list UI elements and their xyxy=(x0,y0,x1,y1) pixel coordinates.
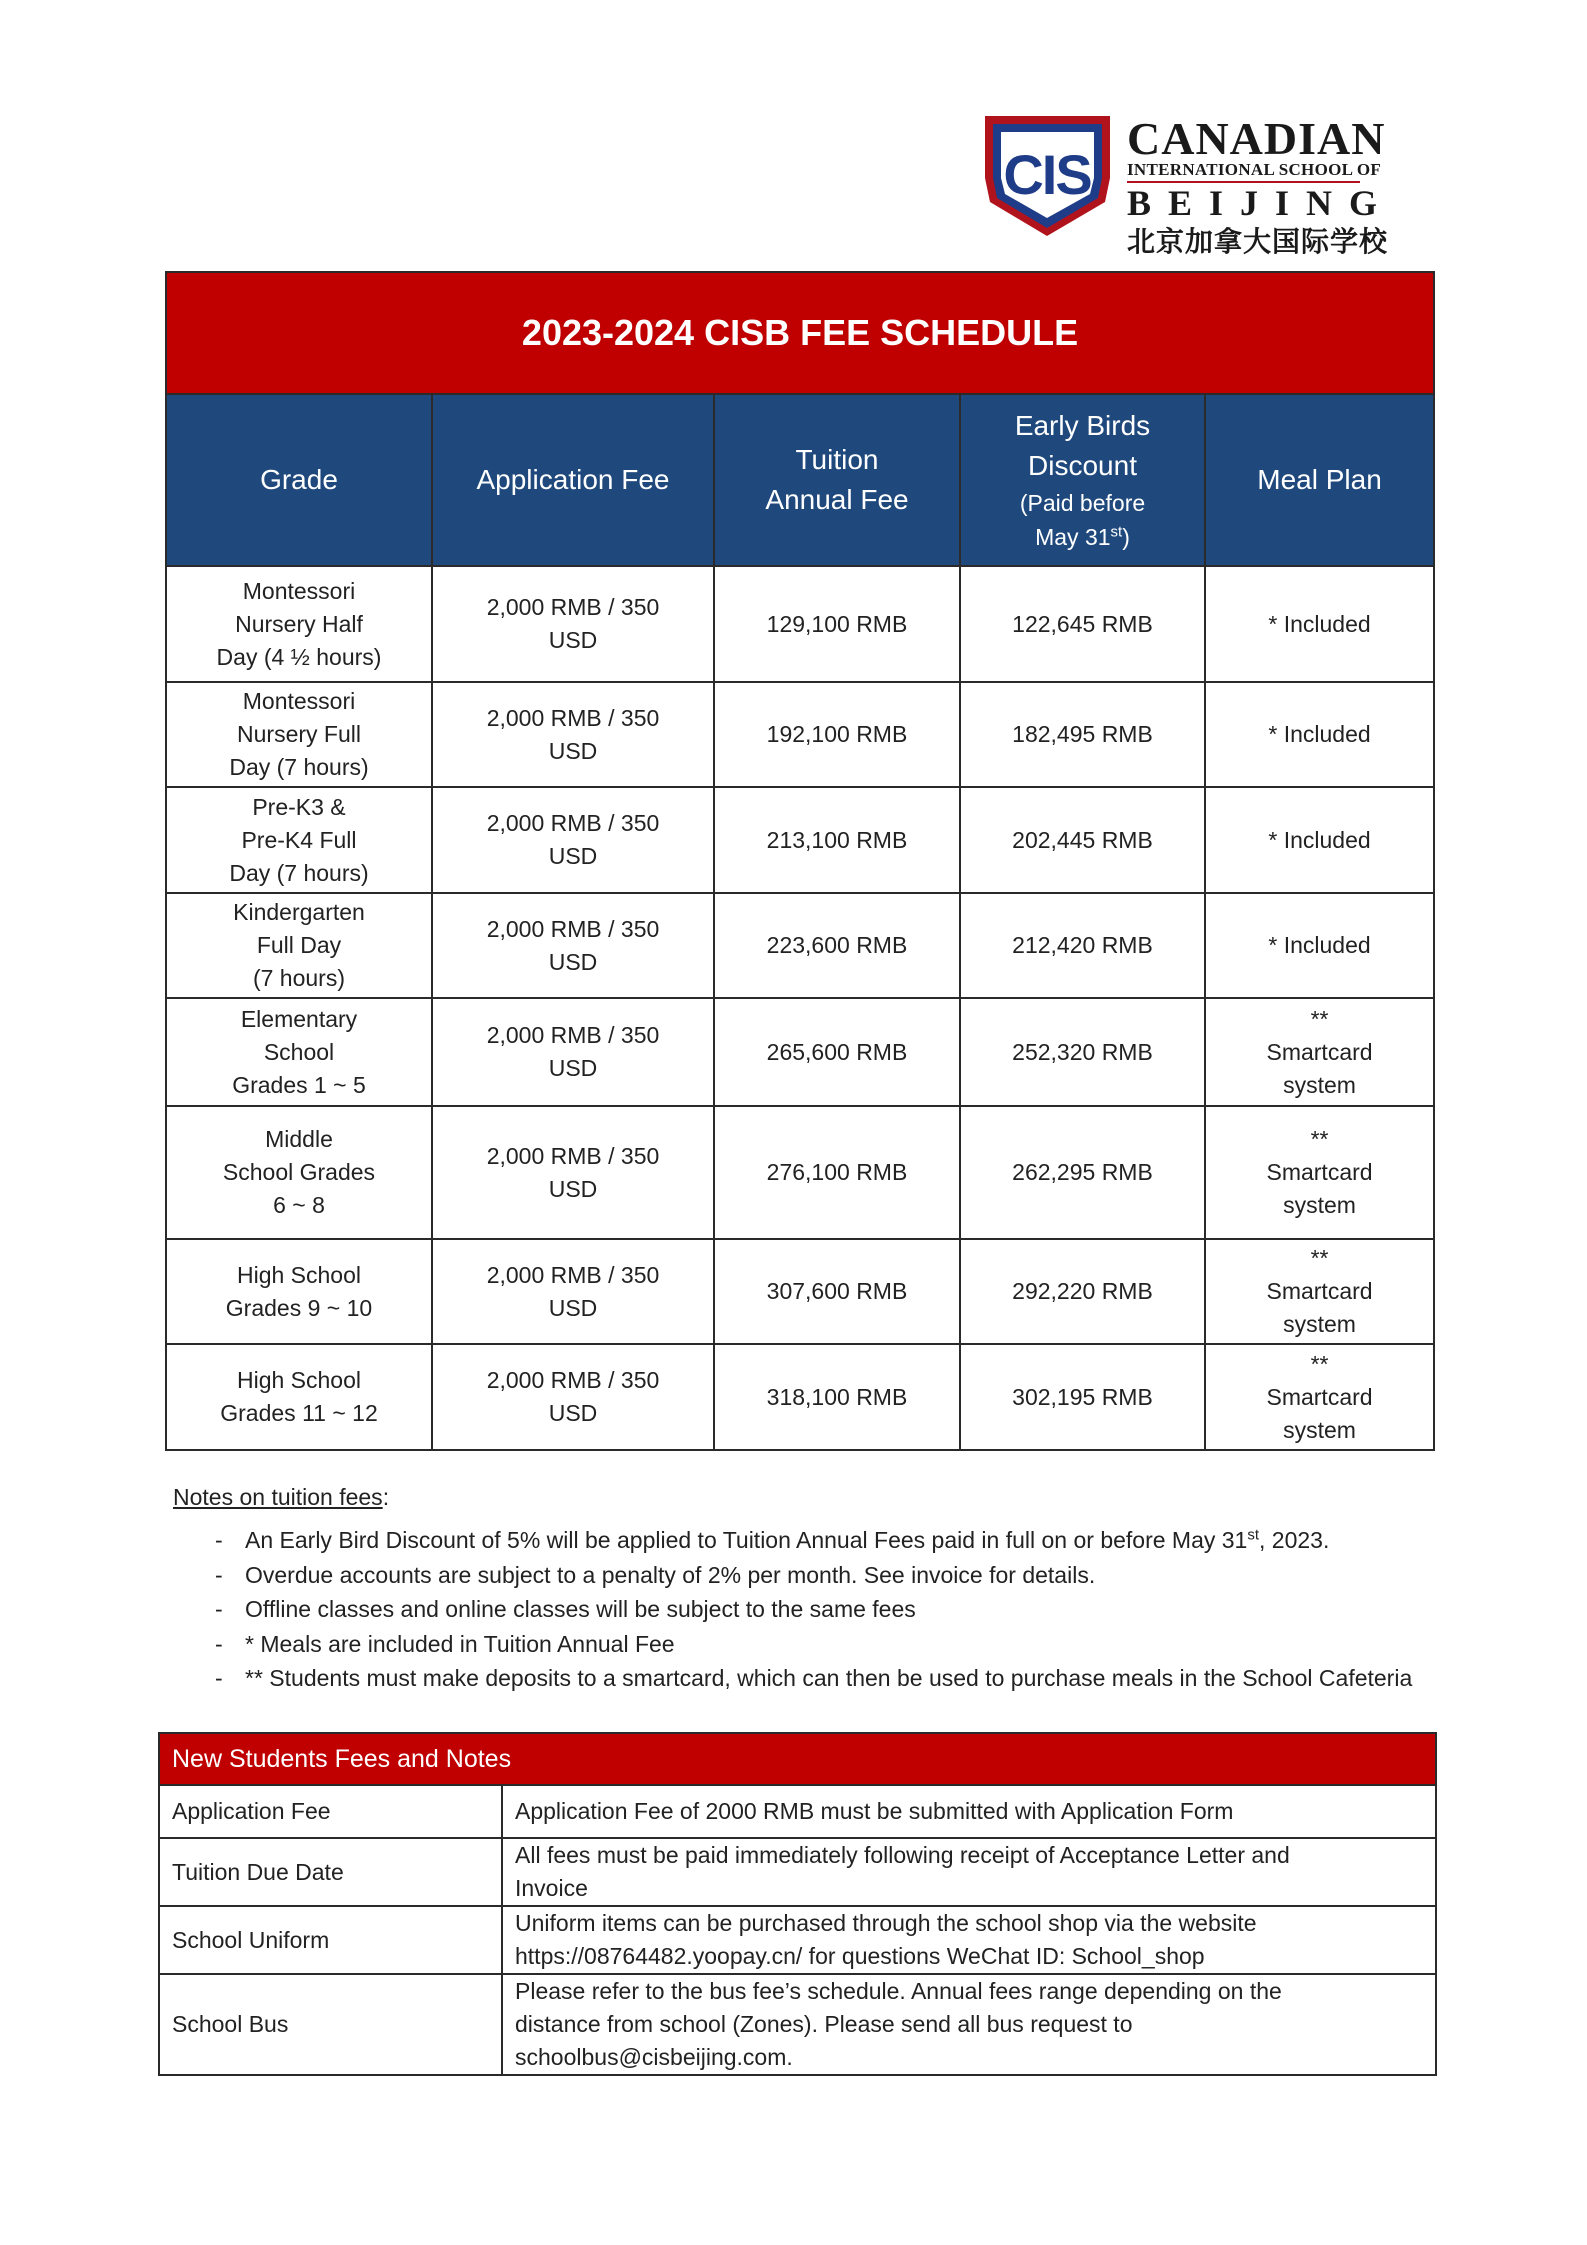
grade-cell-line: High School xyxy=(236,1261,362,1288)
tuition-cell: 318,100 RMB xyxy=(714,1344,960,1450)
meal-plan-cell-line: * Included xyxy=(1268,826,1371,853)
grade-cell-line: Nursery Full xyxy=(237,721,361,747)
grade-cell xyxy=(166,566,432,682)
meal-plan-cell xyxy=(1205,787,1434,893)
tuition-cell: 223,600 RMB xyxy=(714,893,960,998)
row-description-line: Invoice xyxy=(515,1875,588,1901)
notes-list xyxy=(173,1523,1493,1696)
application-fee-cell-line: 2,000 RMB / 350 xyxy=(486,1261,660,1288)
meal-plan-cell-line: ** xyxy=(1310,1245,1329,1271)
new-students-row xyxy=(159,1838,1436,1906)
new-students-row xyxy=(159,1906,1436,1974)
row-label: Application Fee xyxy=(159,1785,502,1838)
fee-row xyxy=(166,1239,1434,1344)
note-item: - Offline classes and online classes will be subject to the same fees xyxy=(215,1596,916,1622)
application-fee-cell xyxy=(432,682,714,787)
logo-line-canadian: CANADIAN xyxy=(1127,113,1386,164)
grade-cell-line: Kindergarten xyxy=(233,899,365,925)
grade-cell-line: Grades 11 ~ 12 xyxy=(220,1400,378,1426)
header-meal-plan: Meal Plan xyxy=(1205,394,1434,566)
application-fee-cell-line: USD xyxy=(548,1175,598,1202)
early-bird-cell: 212,420 RMB xyxy=(960,893,1205,998)
meal-plan-cell xyxy=(1205,1344,1434,1450)
row-description-line: schoolbus@cisbeijing.com. xyxy=(515,2044,793,2070)
new-students-row xyxy=(159,1974,1436,2075)
row-description xyxy=(502,1906,1436,1974)
application-fee-cell-line: USD xyxy=(548,737,598,764)
meal-plan-cell-line: system xyxy=(1283,1416,1356,1443)
grade-cell-line: Grades 9 ~ 10 xyxy=(225,1294,373,1321)
fee-row xyxy=(166,787,1434,893)
early-bird-cell: 262,295 RMB xyxy=(960,1106,1205,1239)
fee-row xyxy=(166,1344,1434,1450)
meal-plan-cell xyxy=(1205,566,1434,682)
grade-cell-line: Pre-K3 & xyxy=(252,793,346,820)
application-fee-cell xyxy=(432,998,714,1106)
application-fee-cell-line: USD xyxy=(548,948,598,975)
row-description xyxy=(502,1838,1436,1906)
fee-row xyxy=(166,566,1434,682)
new-students-table xyxy=(158,1732,1437,2076)
meal-plan-cell-line: ** xyxy=(1310,1126,1329,1152)
row-description-line: All fees must be paid immediately following receipt of Acceptance Letter and xyxy=(515,1842,1290,1868)
grade-cell xyxy=(166,1239,432,1344)
grade-cell-line: Montessori xyxy=(242,688,356,714)
tuition-notes: Notes on tuition fees: - An Early Bird Discount of 5% will be applied to Tuition Annual Fees paid in full on or before May 31st, 2023. - Overdue accounts are subject to a penalty of 2% per month. See invoice for details. - Offline classes and online classes will be subject to the same fees - * Meals are included in Tuition Annual Fee - ** Students must make deposits to a smartcard, which can then be used to purchase meals in the School Cafeteria xyxy=(173,1484,1493,1696)
row-description-line: distance from school (Zones). Please send all bus request to xyxy=(515,2011,1133,2037)
meal-plan-cell-line: system xyxy=(1283,1192,1356,1218)
row-description-line: Uniform items can be purchased through the school shop via the website xyxy=(515,1910,1257,1936)
application-fee-cell-line: 2,000 RMB / 350 xyxy=(486,1022,660,1048)
grade-cell-line: Day (7 hours) xyxy=(229,754,369,780)
fee-rows xyxy=(166,566,1434,1450)
grade-cell-line: Pre-K4 Full xyxy=(241,826,357,853)
new-students-title: New Students Fees and Notes xyxy=(159,1733,1436,1785)
grade-cell-line: Full Day xyxy=(256,932,342,958)
header-application-fee: Application Fee xyxy=(432,394,714,566)
grade-cell-line: Day (4 ½ hours) xyxy=(216,643,382,670)
grade-cell-line: School xyxy=(263,1038,335,1065)
meal-plan-cell-line: Smartcard xyxy=(1266,1159,1373,1185)
application-fee-cell-line: USD xyxy=(548,1055,598,1081)
grade-cell-line: Grades 1 ~ 5 xyxy=(232,1071,366,1098)
school-logo xyxy=(975,108,1395,258)
tuition-cell: 213,100 RMB xyxy=(714,787,960,893)
new-students-rows xyxy=(159,1785,1436,2075)
early-bird-cell: 292,220 RMB xyxy=(960,1239,1205,1344)
application-fee-cell xyxy=(432,566,714,682)
row-description xyxy=(502,1974,1436,2075)
grade-cell-line: Nursery Half xyxy=(235,610,363,637)
grade-cell-line: Middle xyxy=(265,1126,333,1152)
row-label: School Uniform xyxy=(159,1906,502,1974)
grade-cell xyxy=(166,682,432,787)
meal-plan-cell-line: * Included xyxy=(1268,610,1371,637)
tuition-cell: 307,600 RMB xyxy=(714,1239,960,1344)
note-item: - * Meals are included in Tuition Annual Fee xyxy=(215,1630,675,1657)
grade-cell-line: 6 ~ 8 xyxy=(273,1192,325,1218)
early-bird-cell: 182,495 RMB xyxy=(960,682,1205,787)
header-tuition: Tuition Annual Fee xyxy=(714,394,960,566)
meal-plan-cell-line: ** xyxy=(1310,1005,1329,1032)
application-fee-cell-line: USD xyxy=(548,1294,598,1321)
meal-plan-cell-line: system xyxy=(1283,1311,1356,1337)
row-description-line: Please refer to the bus fee’s schedule. Annual fees range depending on the xyxy=(515,1978,1282,2004)
note-item: - ** Students must make deposits to a smartcard, which can then be used to purchase meals in the School Cafeteria xyxy=(215,1665,1413,1691)
meal-plan-cell xyxy=(1205,682,1434,787)
application-fee-cell-line: 2,000 RMB / 350 xyxy=(486,810,660,836)
fee-row xyxy=(166,682,1434,787)
tuition-cell: 129,100 RMB xyxy=(714,566,960,682)
header-early-birds: Early Birds Discount (Paid before May 31st) xyxy=(960,394,1205,566)
application-fee-cell-line: 2,000 RMB / 350 xyxy=(486,704,660,731)
cis-shield-icon xyxy=(975,108,1120,243)
grade-cell xyxy=(166,893,432,998)
tuition-cell: 192,100 RMB xyxy=(714,682,960,787)
fee-row xyxy=(166,1106,1434,1239)
fee-row xyxy=(166,893,1434,998)
application-fee-cell-line: 2,000 RMB / 350 xyxy=(486,1142,660,1169)
early-bird-cell: 302,195 RMB xyxy=(960,1344,1205,1450)
grade-cell xyxy=(166,1106,432,1239)
row-description-line: Application Fee of 2000 RMB must be submitted with Application Form xyxy=(515,1798,1234,1824)
early-bird-cell: 122,645 RMB xyxy=(960,566,1205,682)
meal-plan-cell-line: Smartcard xyxy=(1266,1038,1373,1065)
row-label: School Bus xyxy=(159,1974,502,2075)
early-bird-cell: 252,320 RMB xyxy=(960,998,1205,1106)
application-fee-cell xyxy=(432,1106,714,1239)
meal-plan-cell xyxy=(1205,998,1434,1106)
early-bird-cell: 202,445 RMB xyxy=(960,787,1205,893)
grade-cell xyxy=(166,1344,432,1450)
logo-line-beijing: BEIJING xyxy=(1127,183,1395,223)
application-fee-cell-line: 2,000 RMB / 350 xyxy=(486,594,660,620)
note-item: - An Early Bird Discount of 5% will be applied to Tuition Annual Fees paid in full on or before May 31st, 2023. xyxy=(215,1526,1330,1553)
application-fee-cell-line: 2,000 RMB / 350 xyxy=(486,1367,660,1393)
application-fee-cell xyxy=(432,1239,714,1344)
meal-plan-cell xyxy=(1205,893,1434,998)
meal-plan-cell-line: ** xyxy=(1310,1350,1329,1377)
fee-row xyxy=(166,998,1434,1106)
fee-schedule-table xyxy=(165,271,1435,1451)
logo-line-chinese: 北京加拿大国际学校 xyxy=(1127,225,1389,258)
grade-cell-line: Elementary xyxy=(240,1005,358,1032)
application-fee-cell xyxy=(432,787,714,893)
application-fee-cell-line: 2,000 RMB / 350 xyxy=(486,915,660,942)
application-fee-cell-line: USD xyxy=(548,843,598,869)
meal-plan-cell xyxy=(1205,1239,1434,1344)
meal-plan-cell-line: system xyxy=(1283,1071,1356,1098)
row-description-line: https://08764482.yoopay.cn/ for questions WeChat ID: School_shop xyxy=(515,1943,1205,1969)
meal-plan-cell-line: * Included xyxy=(1268,721,1371,747)
note-item: - Overdue accounts are subject to a penalty of 2% per month. See invoice for details. xyxy=(215,1561,1096,1588)
fee-schedule-title: 2023-2024 CISB FEE SCHEDULE xyxy=(166,272,1434,394)
tuition-cell: 265,600 RMB xyxy=(714,998,960,1106)
grade-cell-line: (7 hours) xyxy=(252,965,346,991)
row-description xyxy=(502,1785,1436,1838)
header-grade: Grade xyxy=(166,394,432,566)
tuition-cell: 276,100 RMB xyxy=(714,1106,960,1239)
grade-cell-line: Montessori xyxy=(242,577,356,604)
grade-cell xyxy=(166,998,432,1106)
new-students-row xyxy=(159,1785,1436,1838)
logo-mark: CIS xyxy=(1003,143,1091,206)
grade-cell-line: High School xyxy=(236,1367,362,1393)
notes-heading: Notes on tuition fees xyxy=(173,1484,383,1510)
meal-plan-cell-line: * Included xyxy=(1268,932,1371,958)
application-fee-cell-line: USD xyxy=(548,627,598,653)
meal-plan-cell-line: Smartcard xyxy=(1266,1278,1373,1304)
grade-cell-line: Day (7 hours) xyxy=(229,859,369,886)
logo-line-international: INTERNATIONAL SCHOOL OF xyxy=(1127,160,1382,179)
application-fee-cell-line: USD xyxy=(548,1400,598,1426)
row-label: Tuition Due Date xyxy=(159,1838,502,1906)
grade-cell-line: School Grades xyxy=(222,1159,376,1185)
application-fee-cell xyxy=(432,893,714,998)
grade-cell xyxy=(166,787,432,893)
meal-plan-cell-line: Smartcard xyxy=(1266,1383,1373,1410)
application-fee-cell xyxy=(432,1344,714,1450)
meal-plan-cell xyxy=(1205,1106,1434,1239)
